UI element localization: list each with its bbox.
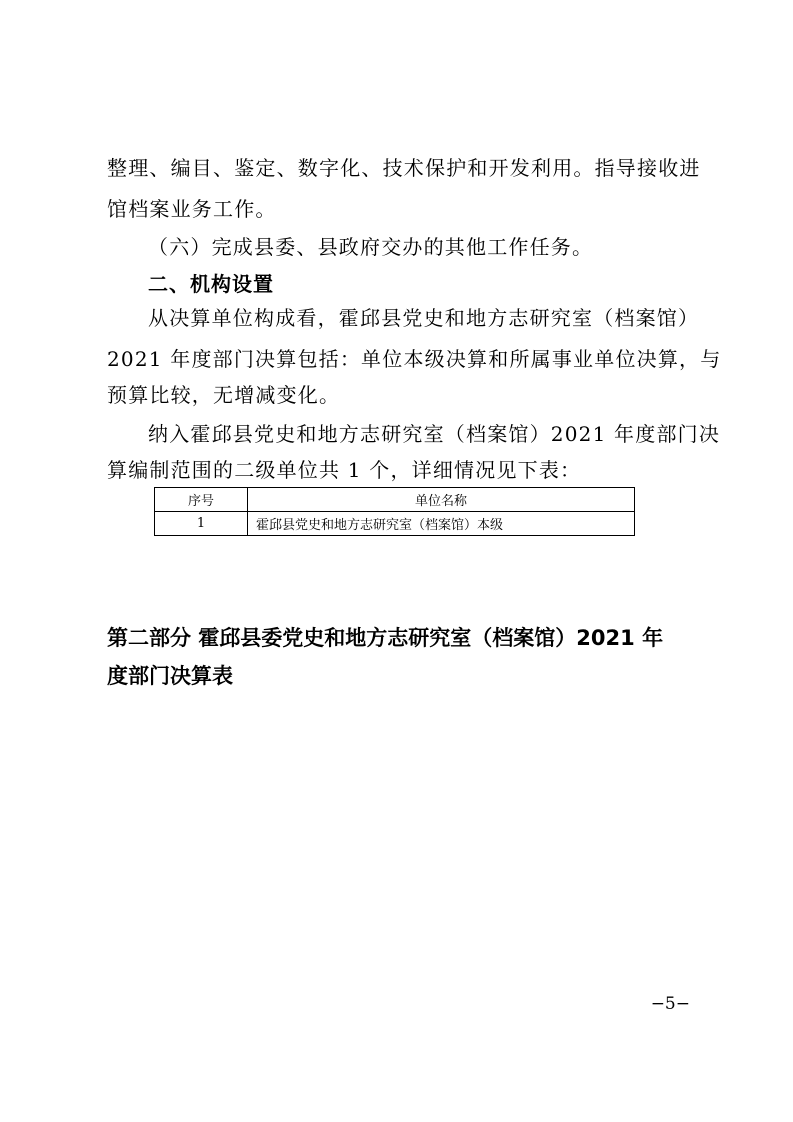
paragraph-line: 算编制范围的二级单位共 1 个，详细情况见下表：: [107, 458, 582, 482]
paragraph-item-six: （六）完成县委、县政府交办的其他工作任务。: [148, 235, 594, 259]
table-header-row: [155, 488, 635, 512]
paragraph-line: 预算比较，无增减变化。: [107, 383, 341, 407]
cell-unit-name: 霍邱县党史和地方志研究室（档案馆）本级: [248, 512, 635, 536]
cell-index: 1: [155, 512, 248, 536]
paragraph-line: 纳入霍邱县党史和地方志研究室（档案馆）2021 年度部门决: [148, 422, 721, 446]
column-header-index: 序号: [155, 488, 248, 512]
paragraph-line: 从决算单位构成看，霍邱县党史和地方志研究室（档案馆）: [148, 306, 700, 330]
paragraph-line: 2021 年度部门决算包括：单位本级决算和所属事业单位决算，与: [107, 347, 722, 371]
table-row: [155, 512, 635, 536]
paragraph-line: 整理、编目、鉴定、数字化、技术保护和开发利用。指导接收进: [107, 156, 701, 180]
paragraph-line: 馆档案业务工作。: [107, 197, 277, 221]
column-header-unit-name: 单位名称: [248, 488, 635, 512]
part-two-title: 第二部分 霍邱县委党史和地方志研究室（档案馆）2021 年: [107, 626, 664, 650]
unit-table: [154, 487, 635, 536]
page-number: −5−: [650, 994, 690, 1014]
section-heading-institution: 二、机构设置: [148, 272, 274, 296]
part-two-title-continued: 度部门决算表: [107, 664, 233, 688]
